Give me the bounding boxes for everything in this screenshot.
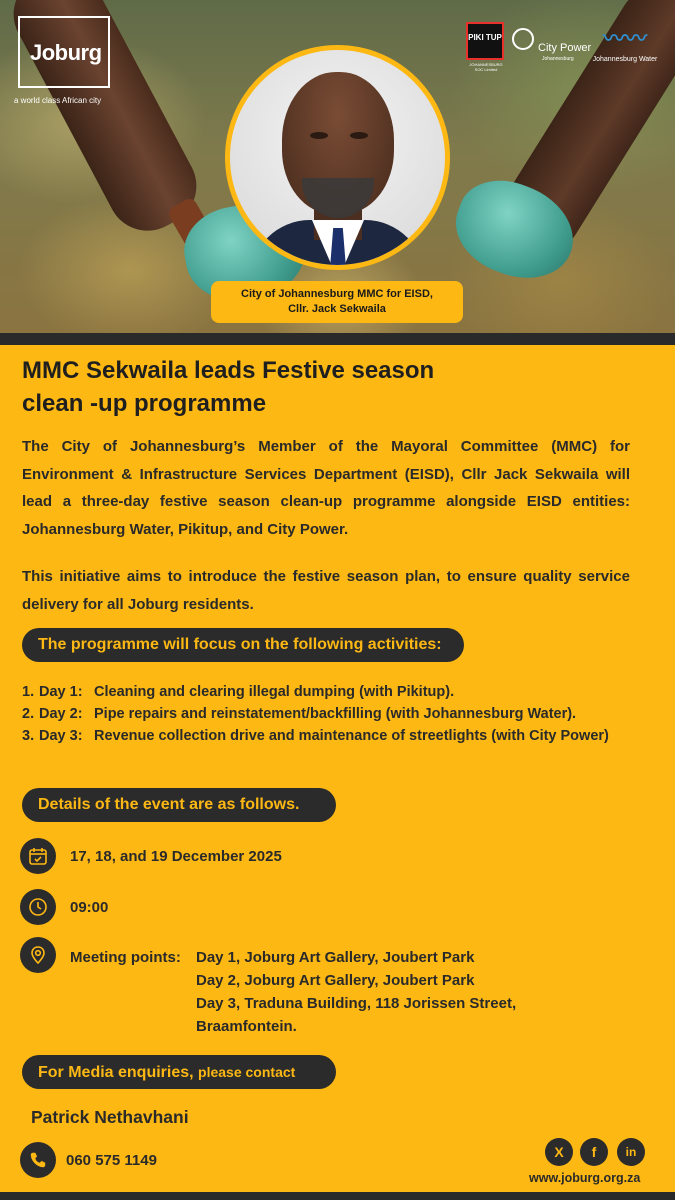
item-day: Day 3: [39, 728, 83, 744]
portrait-caption [211, 281, 463, 323]
item-text: Revenue collection drive and maintenance of streetlights (with City Power) [94, 728, 609, 744]
list-item [22, 727, 652, 746]
city-power-name: City Power [538, 42, 592, 54]
media-heading-small: please contact [198, 1064, 296, 1080]
initiative-paragraph: This initiative aims to introduce the festive season plan, to ensure quality service delivery for all Joburg residents. [22, 568, 630, 613]
contact-phone[interactable]: 060 575 1149 [66, 1152, 157, 1169]
list-item [22, 705, 652, 724]
portrait-photo [230, 50, 445, 265]
linkedin-icon[interactable]: in [617, 1138, 645, 1166]
headline [22, 354, 652, 420]
city-power-icon [512, 28, 534, 50]
meeting-point: Day 1, Joburg Art Gallery, Joubert Park [196, 949, 475, 966]
facebook-icon[interactable]: f [580, 1138, 608, 1166]
pikitup-sub: JOHANNESBURG SOC Limited [469, 62, 503, 72]
item-text: Pipe repairs and reinstatement/backfilling (with Johannesburg Water). [94, 706, 577, 722]
clock-icon [20, 889, 56, 925]
meeting-point: Day 3, Traduna Building, 118 Jorissen Street, [196, 995, 517, 1012]
item-number: 2. [22, 706, 35, 722]
media-heading-main: For Media enquiries, [38, 1064, 194, 1081]
caption-line-2: Cllr. Jack Sekwaila [288, 303, 386, 315]
bottom-bar [0, 1192, 675, 1200]
divider-stripe [0, 333, 675, 345]
item-number: 3. [22, 728, 35, 744]
city-power-sub: Johannesburg [542, 56, 574, 62]
item-text: Cleaning and clearing illegal dumping (with Pikitup). [94, 684, 455, 700]
meeting-point: Day 2, Joburg Art Gallery, Joubert Park [196, 972, 475, 989]
item-number: 1. [22, 684, 35, 700]
pikitup-logo-text: PIKI TUP [466, 22, 504, 60]
johannesburg-water-name: Johannesburg Water [592, 56, 658, 63]
intro-paragraph: The City of Johannesburg’s Member of the Mayoral Committee (MMC) for Environment & Infrastructure Services Department (EISD), Cllr Jack Sekwaila will lead a three-day festive season clean-up programme alongside EISD entities: Johannesburg Water, Pikitup, and City Power. [22, 438, 630, 538]
hero-banner [0, 0, 675, 333]
meeting-label: Meeting points: [70, 949, 181, 966]
tagline: a world class African city [14, 96, 102, 105]
list-item [22, 683, 652, 702]
meeting-points [70, 946, 516, 1038]
activities-list [22, 683, 652, 749]
joburg-logo: Joburg [18, 16, 110, 88]
item-day: Day 2: [39, 706, 83, 722]
pikitup-logo [466, 22, 506, 72]
meeting-point: Braamfontein. [196, 1018, 297, 1035]
phone-icon [20, 1142, 56, 1178]
media-heading [22, 1055, 336, 1089]
activities-heading: The programme will focus on the following activities: [22, 628, 464, 662]
contact-name: Patrick Nethavhani [31, 1107, 189, 1127]
water-wave-icon: 〰〰 [602, 26, 647, 51]
details-heading: Details of the event are as follows. [22, 788, 336, 822]
x-twitter-icon[interactable]: X [545, 1138, 573, 1166]
website-link[interactable]: www.joburg.org.za [529, 1171, 641, 1185]
item-day: Day 1: [39, 684, 83, 700]
location-pin-icon [20, 937, 56, 973]
event-date: 17, 18, and 19 December 2025 [70, 848, 282, 865]
event-time: 09:00 [70, 899, 109, 916]
headline-line-1: MMC Sekwaila leads Festive season [22, 357, 435, 384]
headline-line-2: clean -up programme [22, 390, 267, 417]
portrait-frame [225, 45, 450, 270]
portrait-eye-right [350, 132, 368, 139]
johannesburg-water-logo [590, 28, 660, 63]
caption-line-1: City of Johannesburg MMC for EISD, [241, 288, 433, 300]
portrait-beard [302, 178, 374, 218]
portrait-eye-left [310, 132, 328, 139]
calendar-icon [20, 838, 56, 874]
